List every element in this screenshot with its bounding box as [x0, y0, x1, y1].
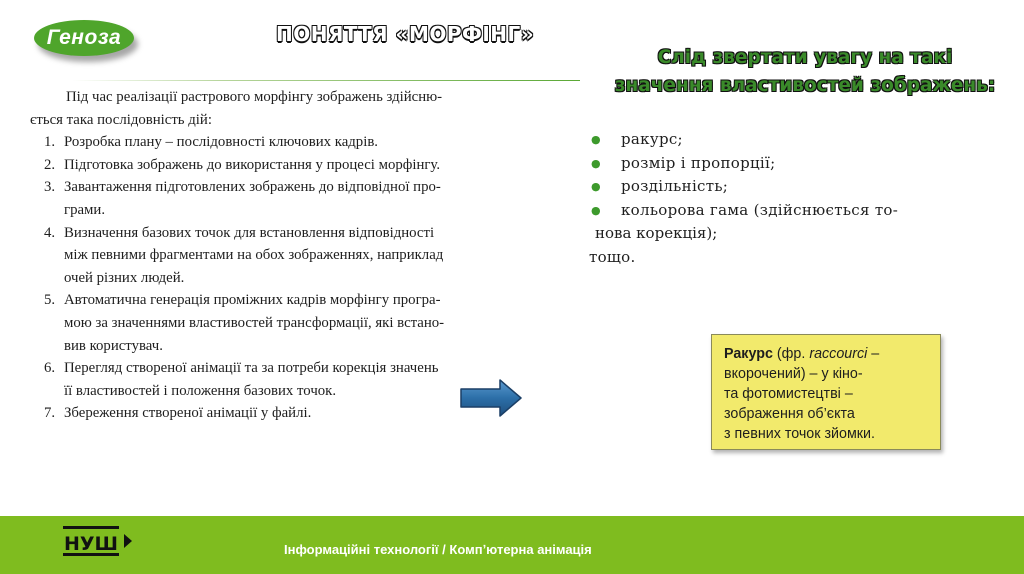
properties-heading-line-2: значення властивостей зображень:: [614, 75, 996, 96]
step-number: 1.: [44, 134, 56, 151]
note-line-4: зображення об’єкта: [724, 406, 855, 422]
step-text: [64, 131, 486, 154]
step-number: 7.: [44, 405, 56, 422]
note-text: –: [867, 346, 880, 362]
note-term: Ракурс: [724, 346, 773, 362]
definition-note: [711, 334, 941, 450]
step-item: [30, 222, 486, 290]
property-text: ракурс;: [621, 130, 683, 148]
step-text: [64, 402, 486, 425]
steps-intro-line-1: Під час реалізації растрового морфінгу зображень здійсню-: [66, 89, 443, 105]
step-text: [64, 289, 486, 357]
note-line-5: з певних точок зйомки.: [724, 426, 876, 442]
property-continuation: нова корекція);: [595, 224, 718, 242]
step-item: [30, 176, 486, 221]
nush-logo-text: НУШ: [63, 533, 119, 555]
step-number: 3.: [44, 179, 56, 196]
footer-bar: [0, 516, 1024, 574]
bullet-icon: ●: [591, 180, 601, 193]
step-line: її властивостей і положення базових точок.: [64, 382, 337, 399]
steps-intro-line-2: ється така послідовність дій:: [30, 111, 212, 128]
step-line: Підготовка зображень до використання у процесі морфінгу.: [64, 156, 441, 173]
step-item: [30, 131, 486, 154]
property-text: кольорова гама (здійснюється то-: [621, 200, 899, 219]
step-line: Автоматична генерація проміжних кадрів морфінгу програ-: [64, 292, 441, 309]
step-line: Визначення базових точок для встановлення відповідності: [64, 224, 435, 241]
step-line: Завантаження підготовлених зображень до відповідної про-: [64, 179, 441, 196]
footer-caption: Інформаційні технології / Компʼютерна анімація: [284, 542, 592, 557]
step-text: [64, 222, 486, 290]
step-line: Розробка плану – послідовності ключових кадрів.: [64, 134, 379, 151]
step-line: Збереження створеної анімації у файлі.: [64, 405, 312, 422]
step-line: грами.: [64, 201, 106, 218]
property-item: [589, 152, 975, 176]
properties-heading: [595, 44, 1015, 100]
logo-text: Геноза: [46, 26, 122, 49]
note-foreign-word: raccourci: [809, 346, 868, 362]
bullet-icon: ●: [591, 133, 601, 146]
note-line-1: [724, 344, 930, 364]
step-item: [30, 357, 486, 402]
property-text: розмір і пропорції;: [621, 153, 776, 172]
step-line: очей різних людей.: [64, 269, 185, 286]
step-item: [30, 402, 486, 425]
step-item: [30, 289, 486, 357]
step-number: 4.: [44, 224, 56, 241]
nush-logo: [62, 524, 142, 560]
note-text: (фр.: [772, 346, 810, 362]
step-line: мою за значеннями властивостей трансформації, які встано-: [64, 314, 445, 331]
step-number: 6.: [44, 360, 56, 377]
step-number: 2.: [44, 156, 56, 173]
step-line: Перегляд створеної анімації та за потреби корекція значень: [64, 360, 439, 377]
properties-heading-line-1: Слід звертати увагу на такі: [657, 47, 953, 68]
properties-list: [589, 128, 975, 222]
morphing-steps: [30, 86, 486, 425]
step-line: між певними фрагментами на обох зображеннях, наприклад: [64, 247, 444, 264]
property-last: тощо.: [589, 247, 636, 266]
bullet-icon: ●: [591, 156, 601, 170]
note-line-3: та фотомистецтві –: [724, 386, 853, 402]
page-title: ПОНЯТТЯ «МОРФІНГ»: [276, 22, 535, 46]
step-number: 5.: [44, 292, 56, 309]
property-item: [589, 199, 975, 223]
note-line-2: вкорочений) – у кіно-: [724, 366, 863, 382]
geneza-logo: [34, 20, 134, 56]
bullet-icon: ●: [591, 203, 601, 217]
step-text: [64, 176, 486, 221]
property-text: роздільність;: [621, 177, 729, 195]
image-properties: [589, 128, 975, 269]
property-item: [589, 128, 975, 152]
steps-intro: [30, 86, 486, 131]
step-text: [64, 154, 486, 177]
steps-list: [30, 131, 486, 425]
step-line: вив користувач.: [64, 337, 163, 354]
property-item: [589, 175, 975, 199]
step-text: [64, 357, 486, 402]
right-arrow-icon: [458, 378, 524, 418]
step-item: [30, 154, 486, 177]
title-divider: [72, 80, 580, 81]
